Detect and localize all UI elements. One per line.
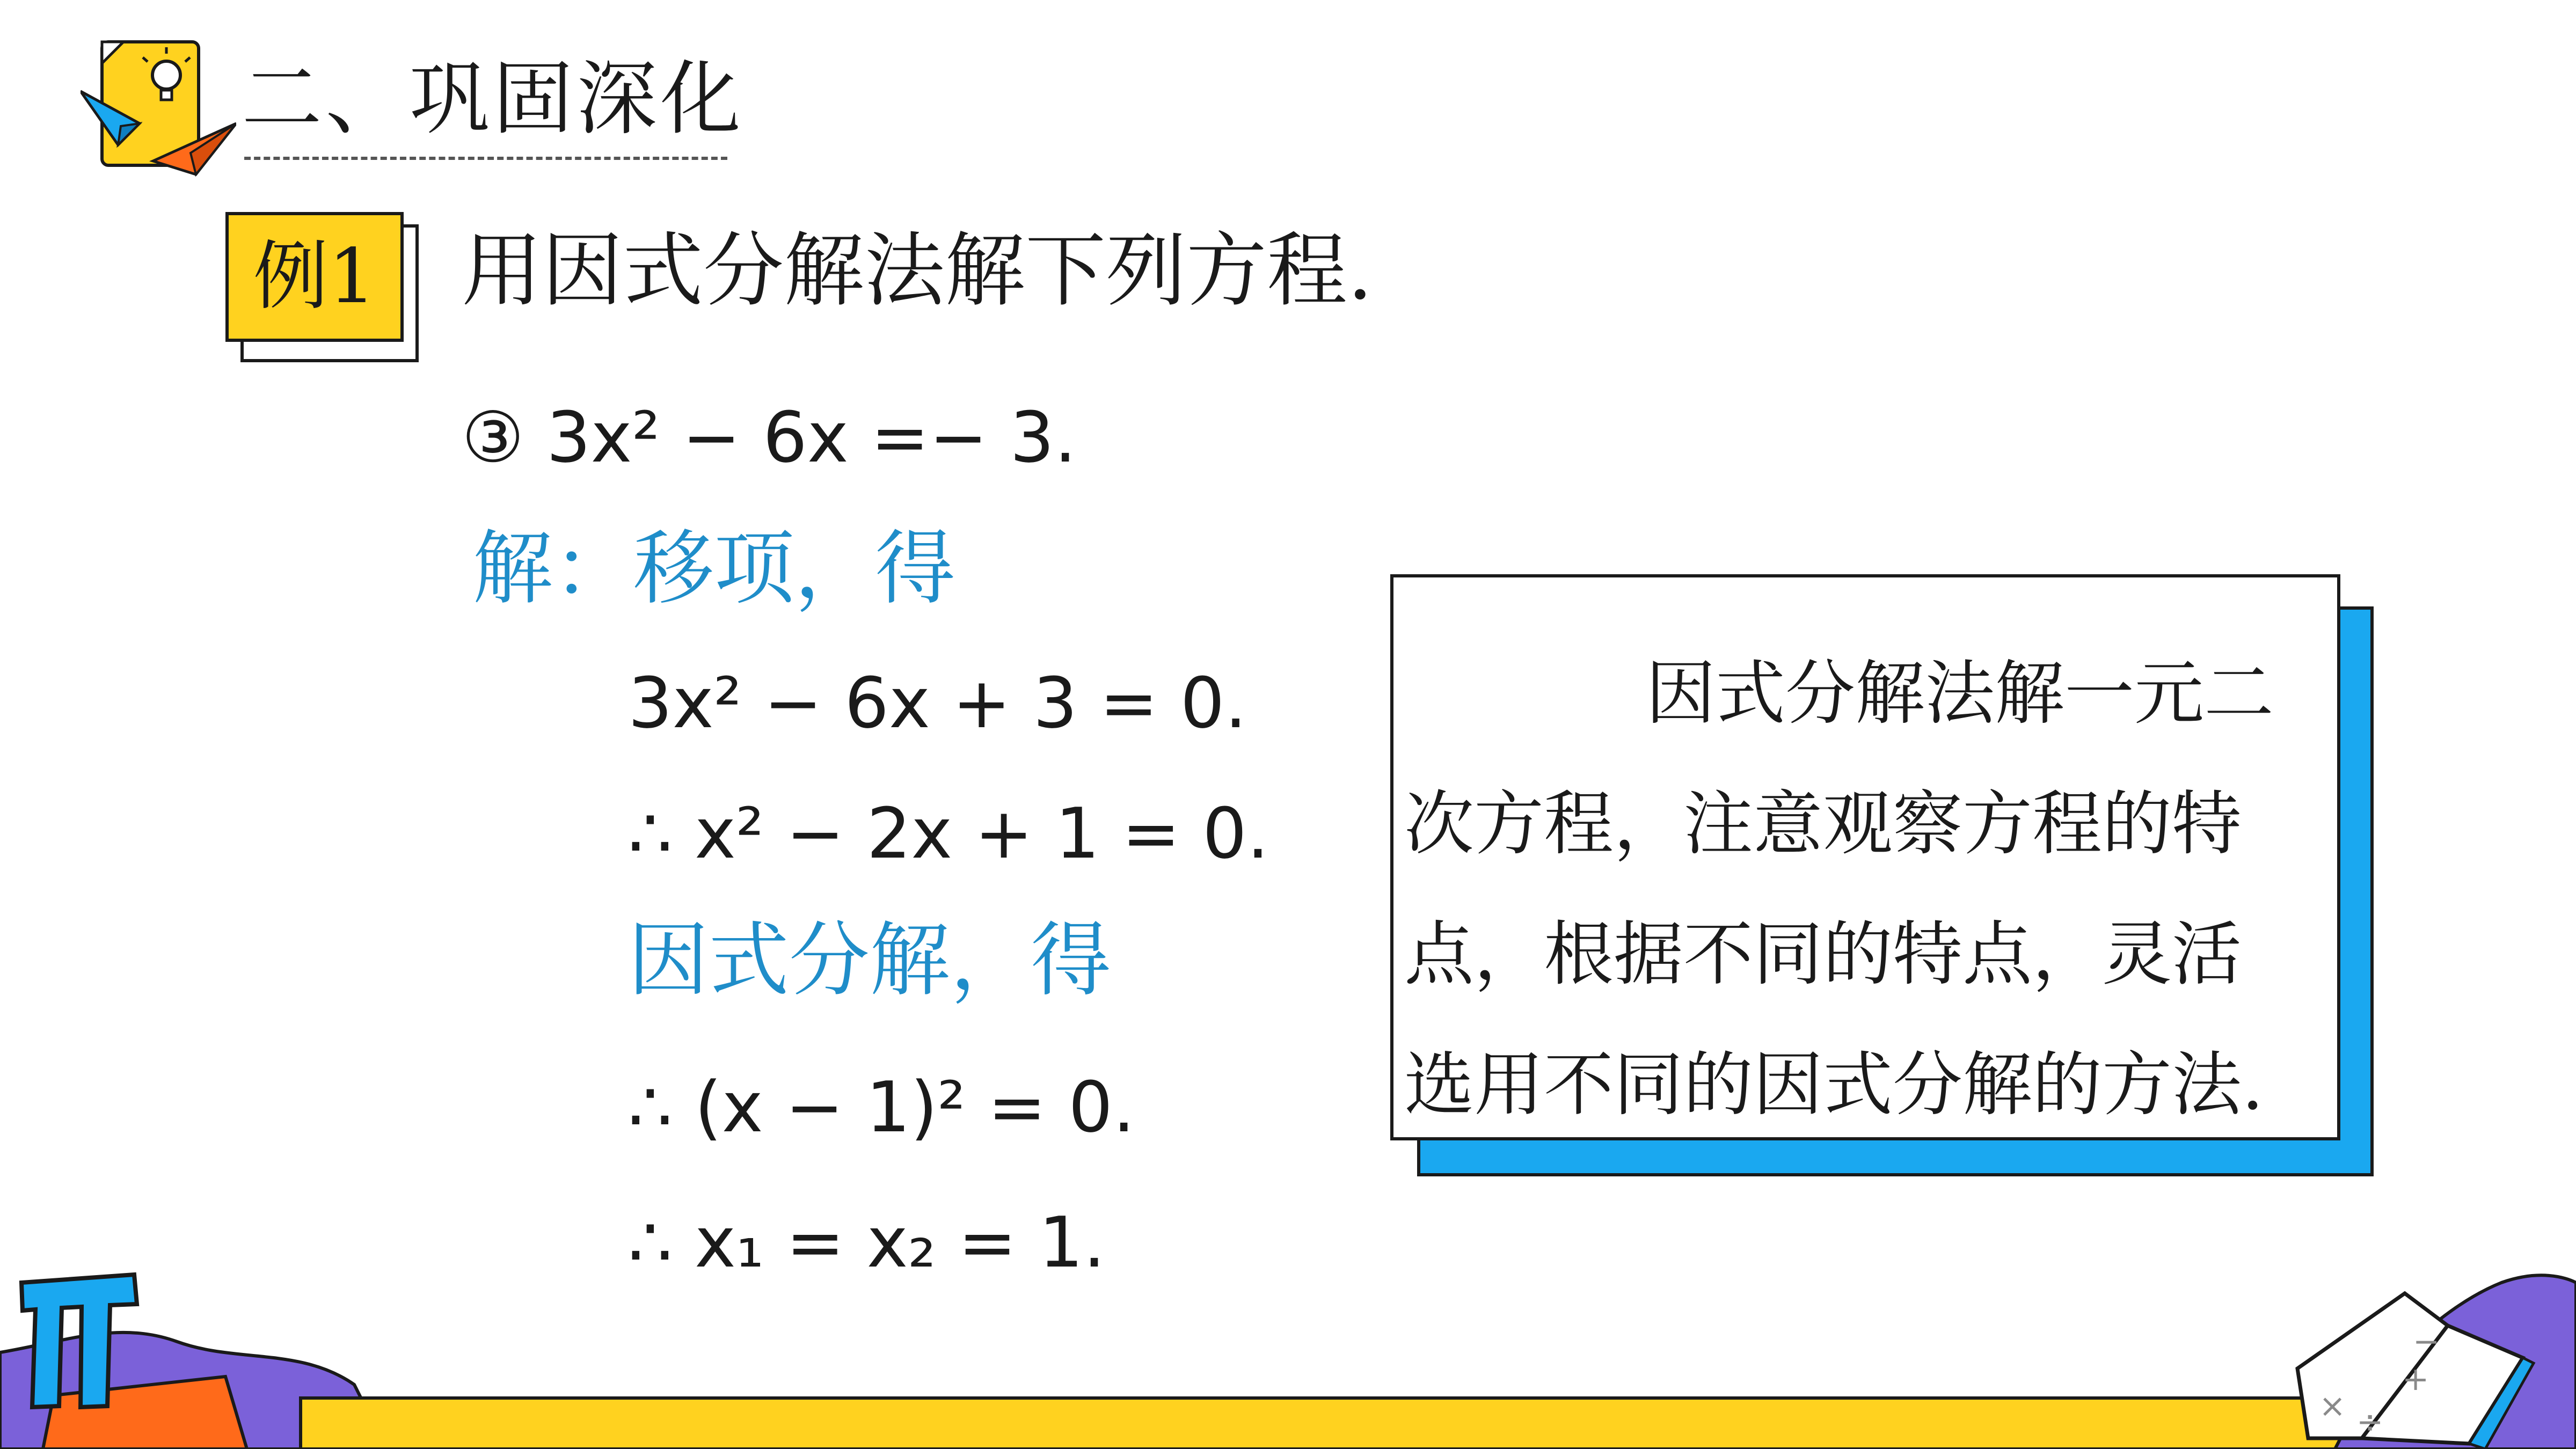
solution-step-2: ∴ x² − 2x + 1 = 0. <box>628 793 1269 874</box>
pi-symbol: π <box>83 1370 87 1375</box>
solution-step-1: 3x² − 6x + 3 = 0. <box>628 662 1247 744</box>
svg-text:×: × <box>2319 1387 2346 1425</box>
lightbulb-note-icon <box>81 32 236 177</box>
solution-intro: 解：移项，得 <box>472 522 956 616</box>
equation: ③ 3x² − 6x =− 3. <box>462 397 1077 478</box>
footer-decoration <box>0 1261 2576 1449</box>
factor-label: 因式分解，得 <box>628 914 1112 1007</box>
section-title: 二、巩固深化 <box>242 53 745 146</box>
note-box <box>1390 574 2340 1140</box>
note-text: 因式分解法解一元二次方程，注意观察方程的特点，根据不同的特点，灵活选用不同的因式分解的方法. <box>1404 653 2274 1125</box>
problem-statement: 用因式分解法解下列方程. <box>462 224 1373 318</box>
title-underline <box>244 157 727 160</box>
svg-text:+: + <box>2402 1360 2429 1398</box>
example-badge: 例1 <box>225 212 404 342</box>
solution-step-4: ∴ x₁ = x₂ = 1. <box>628 1202 1106 1283</box>
solution-step-3: ∴ (x − 1)² = 0. <box>628 1066 1135 1148</box>
svg-text:÷: ÷ <box>2356 1403 2384 1441</box>
svg-text:−: − <box>2413 1323 2440 1360</box>
